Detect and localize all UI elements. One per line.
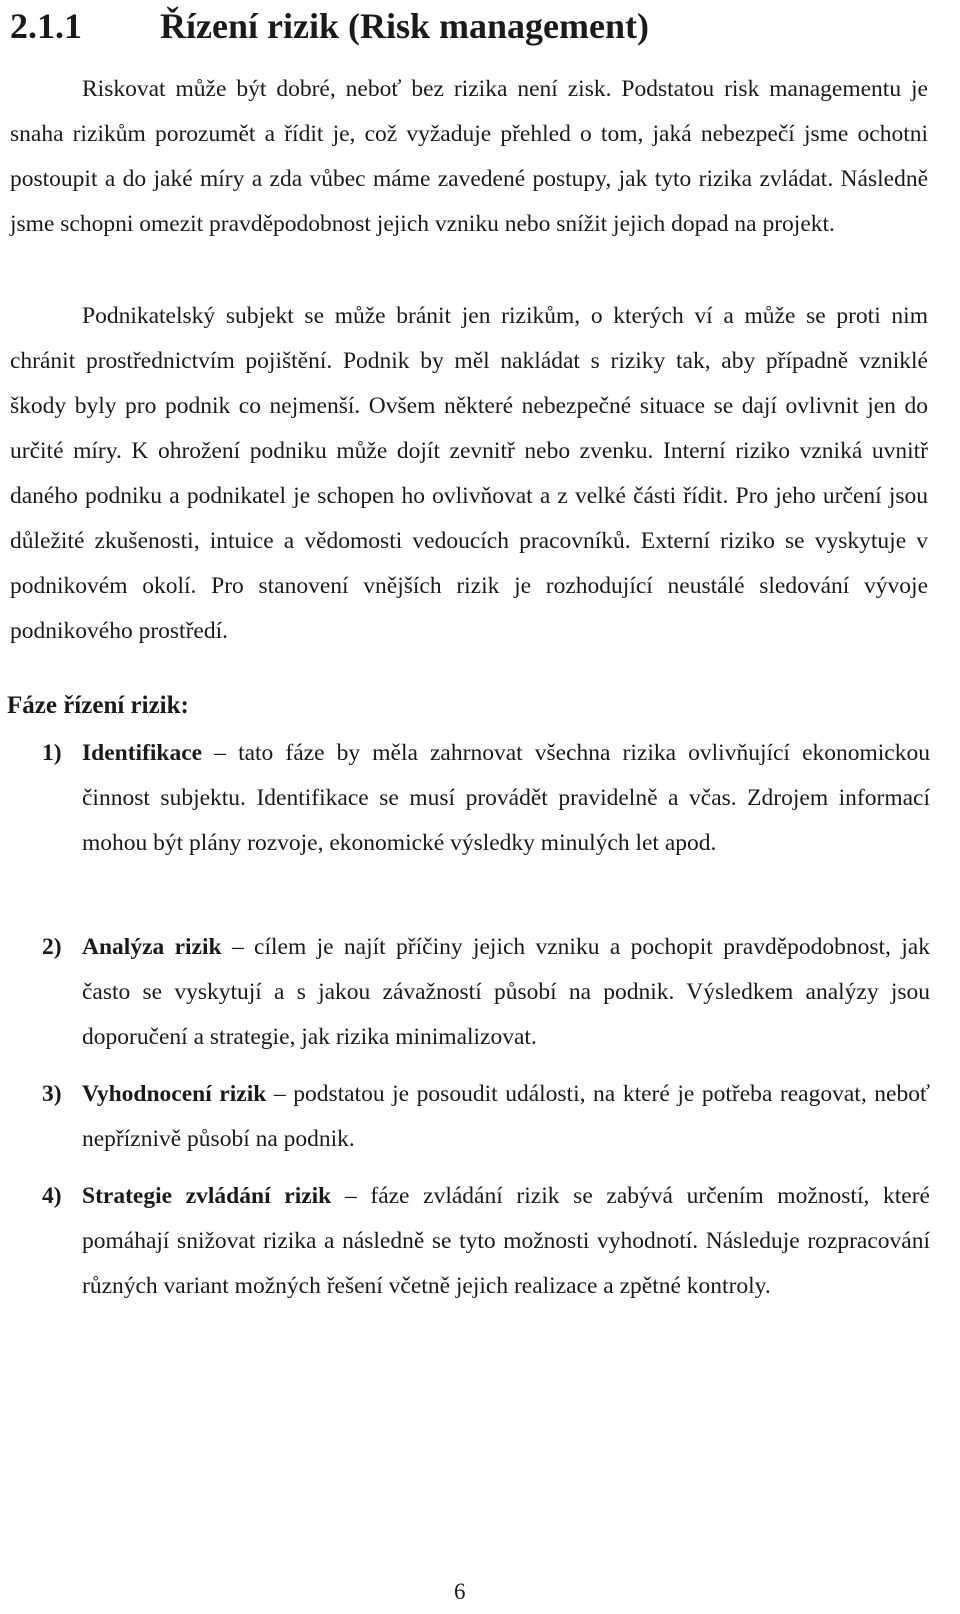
list-item-term: Vyhodnocení rizik [82,1081,267,1107]
paragraph: Riskovat může být dobré, neboť bez rizika není zisk. Podstatou risk managementu je snaha rizikům porozumět a řídit je, což vyžaduje přehled o tom, jaká nebezpečí jsme ochotni postoupit a do jaké míry a zda vůbec máme zavedené postupy, jak tyto rizika zvládat. Následně jsme schopni omezit pravděpodobnost jejich vzniku nebo snížit jejich dopad na projekt. [10,76,928,237]
list-item-number: 3) [42,1081,62,1107]
list-item-number: 4) [42,1183,62,1209]
list-item-description: – cílem je najít příčiny jejich vzniku a pochopit pravděpodobnost, jak často se vyskytují a s jakou závažností působí na podnik. Výsledkem analýzy jsou doporučení a strategie, jak rizika minimalizovat. [82,934,930,1050]
list-item-description: – fáze zvládání rizik se zabývá určením možností, které pomáhají snižovat rizika a následně se tyto možnosti vyhodnotí. Následuje rozpracování různých variant možných řešení včetně jejich realizace a zpětné kontroly. [82,1183,930,1299]
list-item-number: 1) [42,740,62,766]
list-item-term: Strategie zvládání rizik [82,1183,332,1209]
list-item-text [82,925,930,1060]
phases-heading: Fáze řízení rizik: [7,692,189,719]
section-number: 2.1.1 [10,6,82,46]
page-number: 6 [454,1579,466,1604]
list-item-term: Identifikace [82,740,203,766]
section-title: Řízení rizik (Risk management) [160,6,649,46]
list-item-number: 2) [42,934,62,960]
list-item-description: – tato fáze by měla zahrnovat všechna rizika ovlivňující ekonomickou činnost subjektu. Identifikace se musí provádět pravidelně a včas. Zdrojem informací mohou být plány rozvoje, ekonomické výsledky minulých let apod. [82,740,930,856]
section-heading [10,4,649,48]
list-item-text [82,1174,930,1309]
list-item-text [82,731,930,866]
list-item-description: – podstatou je posoudit události, na které je potřeba reagovat, neboť nepříznivě působí na podnik. [82,1081,930,1152]
list-item-text [82,1072,930,1162]
list-item-term: Analýza rizik [82,934,222,960]
paragraph: Podnikatelský subjekt se může bránit jen rizikům, o kterých ví a může se proti nim chránit prostřednictvím pojištění. Podnik by měl nakládat s riziky tak, aby případně vzniklé škody byly pro podnik co nejmenší. Ovšem některé nebezpečné situace se dají ovlivnit jen do určité míry. K ohrožení podniku může dojít zevnitř nebo zvenku. Interní riziko vzniká uvnitř daného podniku a podnikatel je schopen ho ovlivňovat a z velké části řídit. Pro jeho určení jsou důležité zkušenosti, intuice a vědomosti vedoucích pracovníků. Externí riziko se vyskytuje v podnikovém okolí. Pro stanovení vnějších rizik je rozhodující neustálé sledování vývoje podnikového prostředí. [10,303,928,644]
